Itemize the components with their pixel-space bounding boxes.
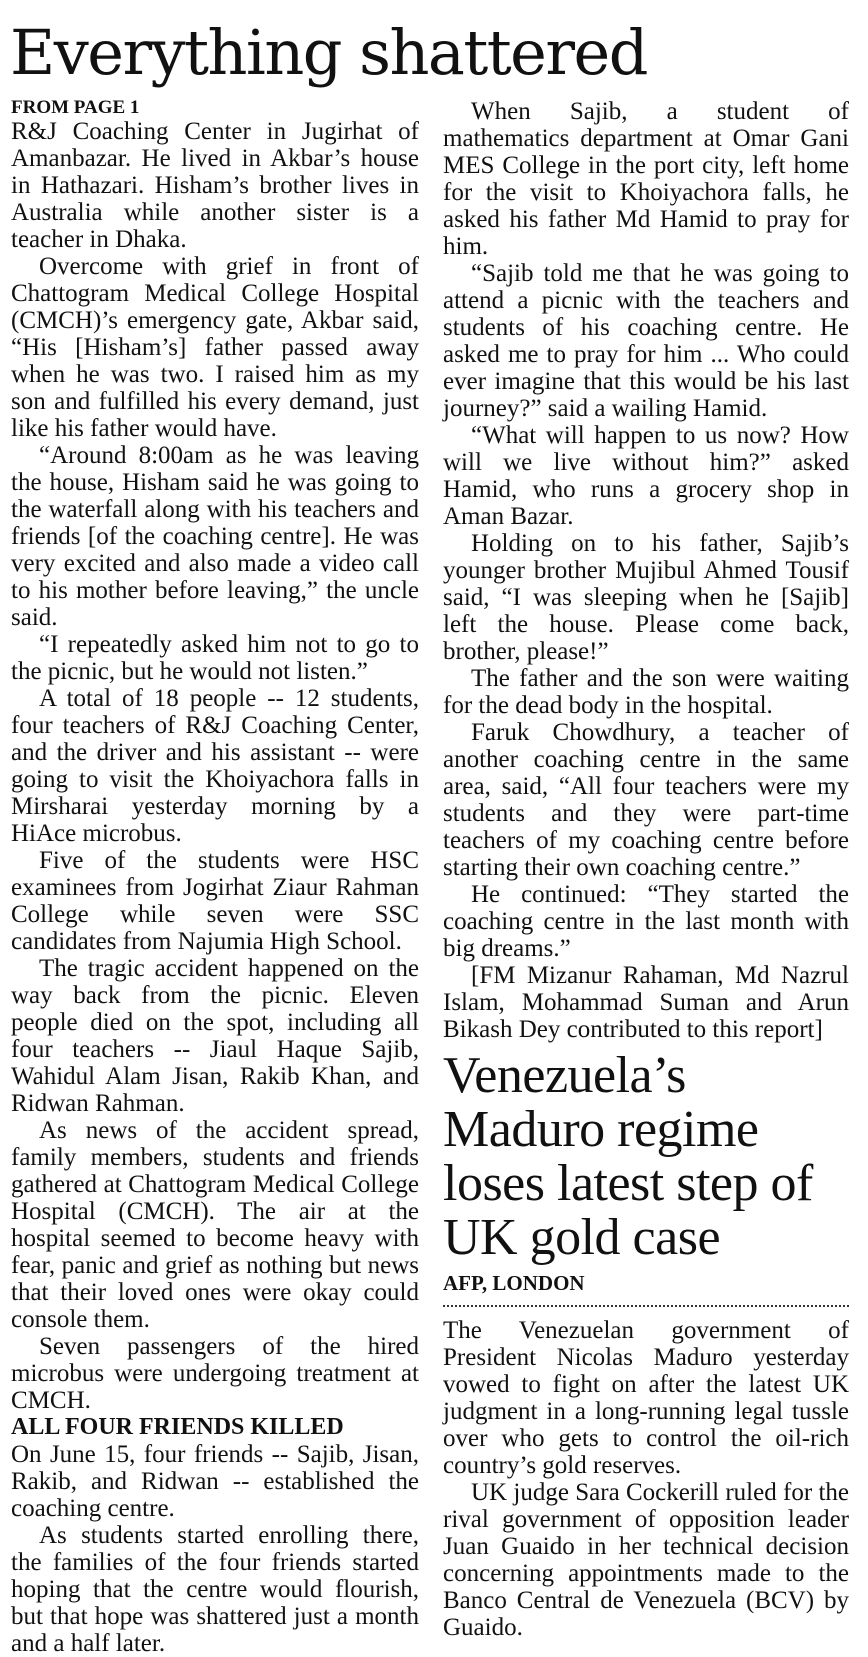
article-paragraph: Faruk Chowdhury, a teacher of another coaching centre in the same area, said, “All four teachers were my students and they were part-time teachers of my coaching centre before starting their own coaching centre.” [443, 719, 849, 881]
story-headline: Venezuela’s Maduro regime loses latest step of UK gold case [443, 1047, 813, 1266]
article-paragraph: On June 15, four friends -- Sajib, Jisan, Rakib, and Ridwan -- established the coaching centre. [11, 1441, 419, 1522]
article-paragraph: The father and the son were waiting for the dead body in the hospital. [443, 665, 849, 719]
article-paragraph: “Sajib told me that he was going to attend a picnic with the teachers and students of his coaching centre. He asked me to pray for him ... Who could ever imagine that this would be his last journey?” said a wailing Hamid. [443, 260, 849, 422]
article-paragraph: R&J Coaching Center in Jugirhat of Amanbazar. He lived in Akbar’s house in Hathazari. Hisham’s brother lives in Australia while another sister is a teacher in Dhaka. [11, 118, 419, 253]
article-paragraph: As students started enrolling there, the families of the four friends started hoping that the centre would flourish, but that hope was shattered just a month and a half later. [11, 1522, 419, 1657]
right-column [443, 98, 849, 1641]
article-paragraph: Overcome with grief in front of Chattogram Medical College Hospital (CMCH)’s emergency gate, Akbar said, “His [Hisham’s] father passed away when he was two. I raised him as my son and fulfilled his every demand, just like his father would have. [11, 253, 419, 442]
story-byline: AFP, LONDON [443, 1271, 585, 1295]
article-paragraph: As news of the accident spread, family members, students and friends gathered at Chattogram Medical College Hospital (CMCH). The air at the hospital seemed to become heavy with fear, panic and grief as nothing but news that their loved ones were okay could console them. [11, 1117, 419, 1333]
article-paragraph: “Around 8:00am as he was leaving the house, Hisham said he was going to the waterfall along with his teachers and friends [of the coaching centre]. He was very excited and also made a video call to his mother before leaving,” the uncle said. [11, 442, 419, 631]
article-paragraph: The tragic accident happened on the way back from the picnic. Eleven people died on the spot, including all four teachers -- Jiaul Haque Sajib, Wahidul Alam Jisan, Rakib Khan, and Ridwan Rahman. [11, 955, 419, 1117]
article-paragraph: Seven passengers of the hired microbus were undergoing treatment at CMCH. [11, 1333, 419, 1414]
from-page-kicker: FROM PAGE 1 [11, 97, 140, 118]
article-paragraph: UK judge Sara Cockerill ruled for the rival government of opposition leader Juan Guaido in her technical decision concerning appointments made to the Banco Central de Venezuela (BCV) by Guaido. [443, 1479, 849, 1641]
left-column [11, 98, 419, 1657]
article-paragraph: The Venezuelan government of President Nicolas Maduro yesterday vowed to fight on after the latest UK judgment in a long-running legal tussle over who gets to control the oil-rich country’s gold reserves. [443, 1317, 849, 1479]
second-story [443, 1049, 849, 1641]
contributors-note: [FM Mizanur Rahaman, Md Nazrul Islam, Mohammad Suman and Arun Bikash Dey contributed to this report] [443, 962, 849, 1043]
article-paragraph: When Sajib, a student of mathematics department at Omar Gani MES College in the port city, left home for the visit to Khoiyachora falls, he asked his father Md Hamid to pray for him. [443, 98, 849, 260]
article-paragraph: A total of 18 people -- 12 students, four teachers of R&J Coaching Center, and the driver and his assistant -- were going to visit the Khoiyachora falls in Mirsharai yesterday morning by a HiAce microbus. [11, 685, 419, 847]
article-paragraph: “What will happen to us now? How will we live without him?” asked Hamid, who runs a grocery shop in Aman Bazar. [443, 422, 849, 530]
article-paragraph: Five of the students were HSC examinees from Jogirhat Ziaur Rahman College while seven were SSC candidates from Najumia High School. [11, 847, 419, 955]
dotted-divider [443, 1305, 849, 1307]
page-headline: Everything shattered [10, 16, 647, 89]
article-paragraph: He continued: “They started the coaching centre in the last month with big dreams.” [443, 881, 849, 962]
article-paragraph: “I repeatedly asked him not to go to the picnic, but he would not listen.” [11, 631, 419, 685]
section-subhead: ALL FOUR FRIENDS KILLED [11, 1414, 344, 1440]
article-paragraph: Holding on to his father, Sajib’s younger brother Mujibul Ahmed Tousif said, “I was sleeping when he [Sajib] left the house. Please come back, brother, please!” [443, 530, 849, 665]
